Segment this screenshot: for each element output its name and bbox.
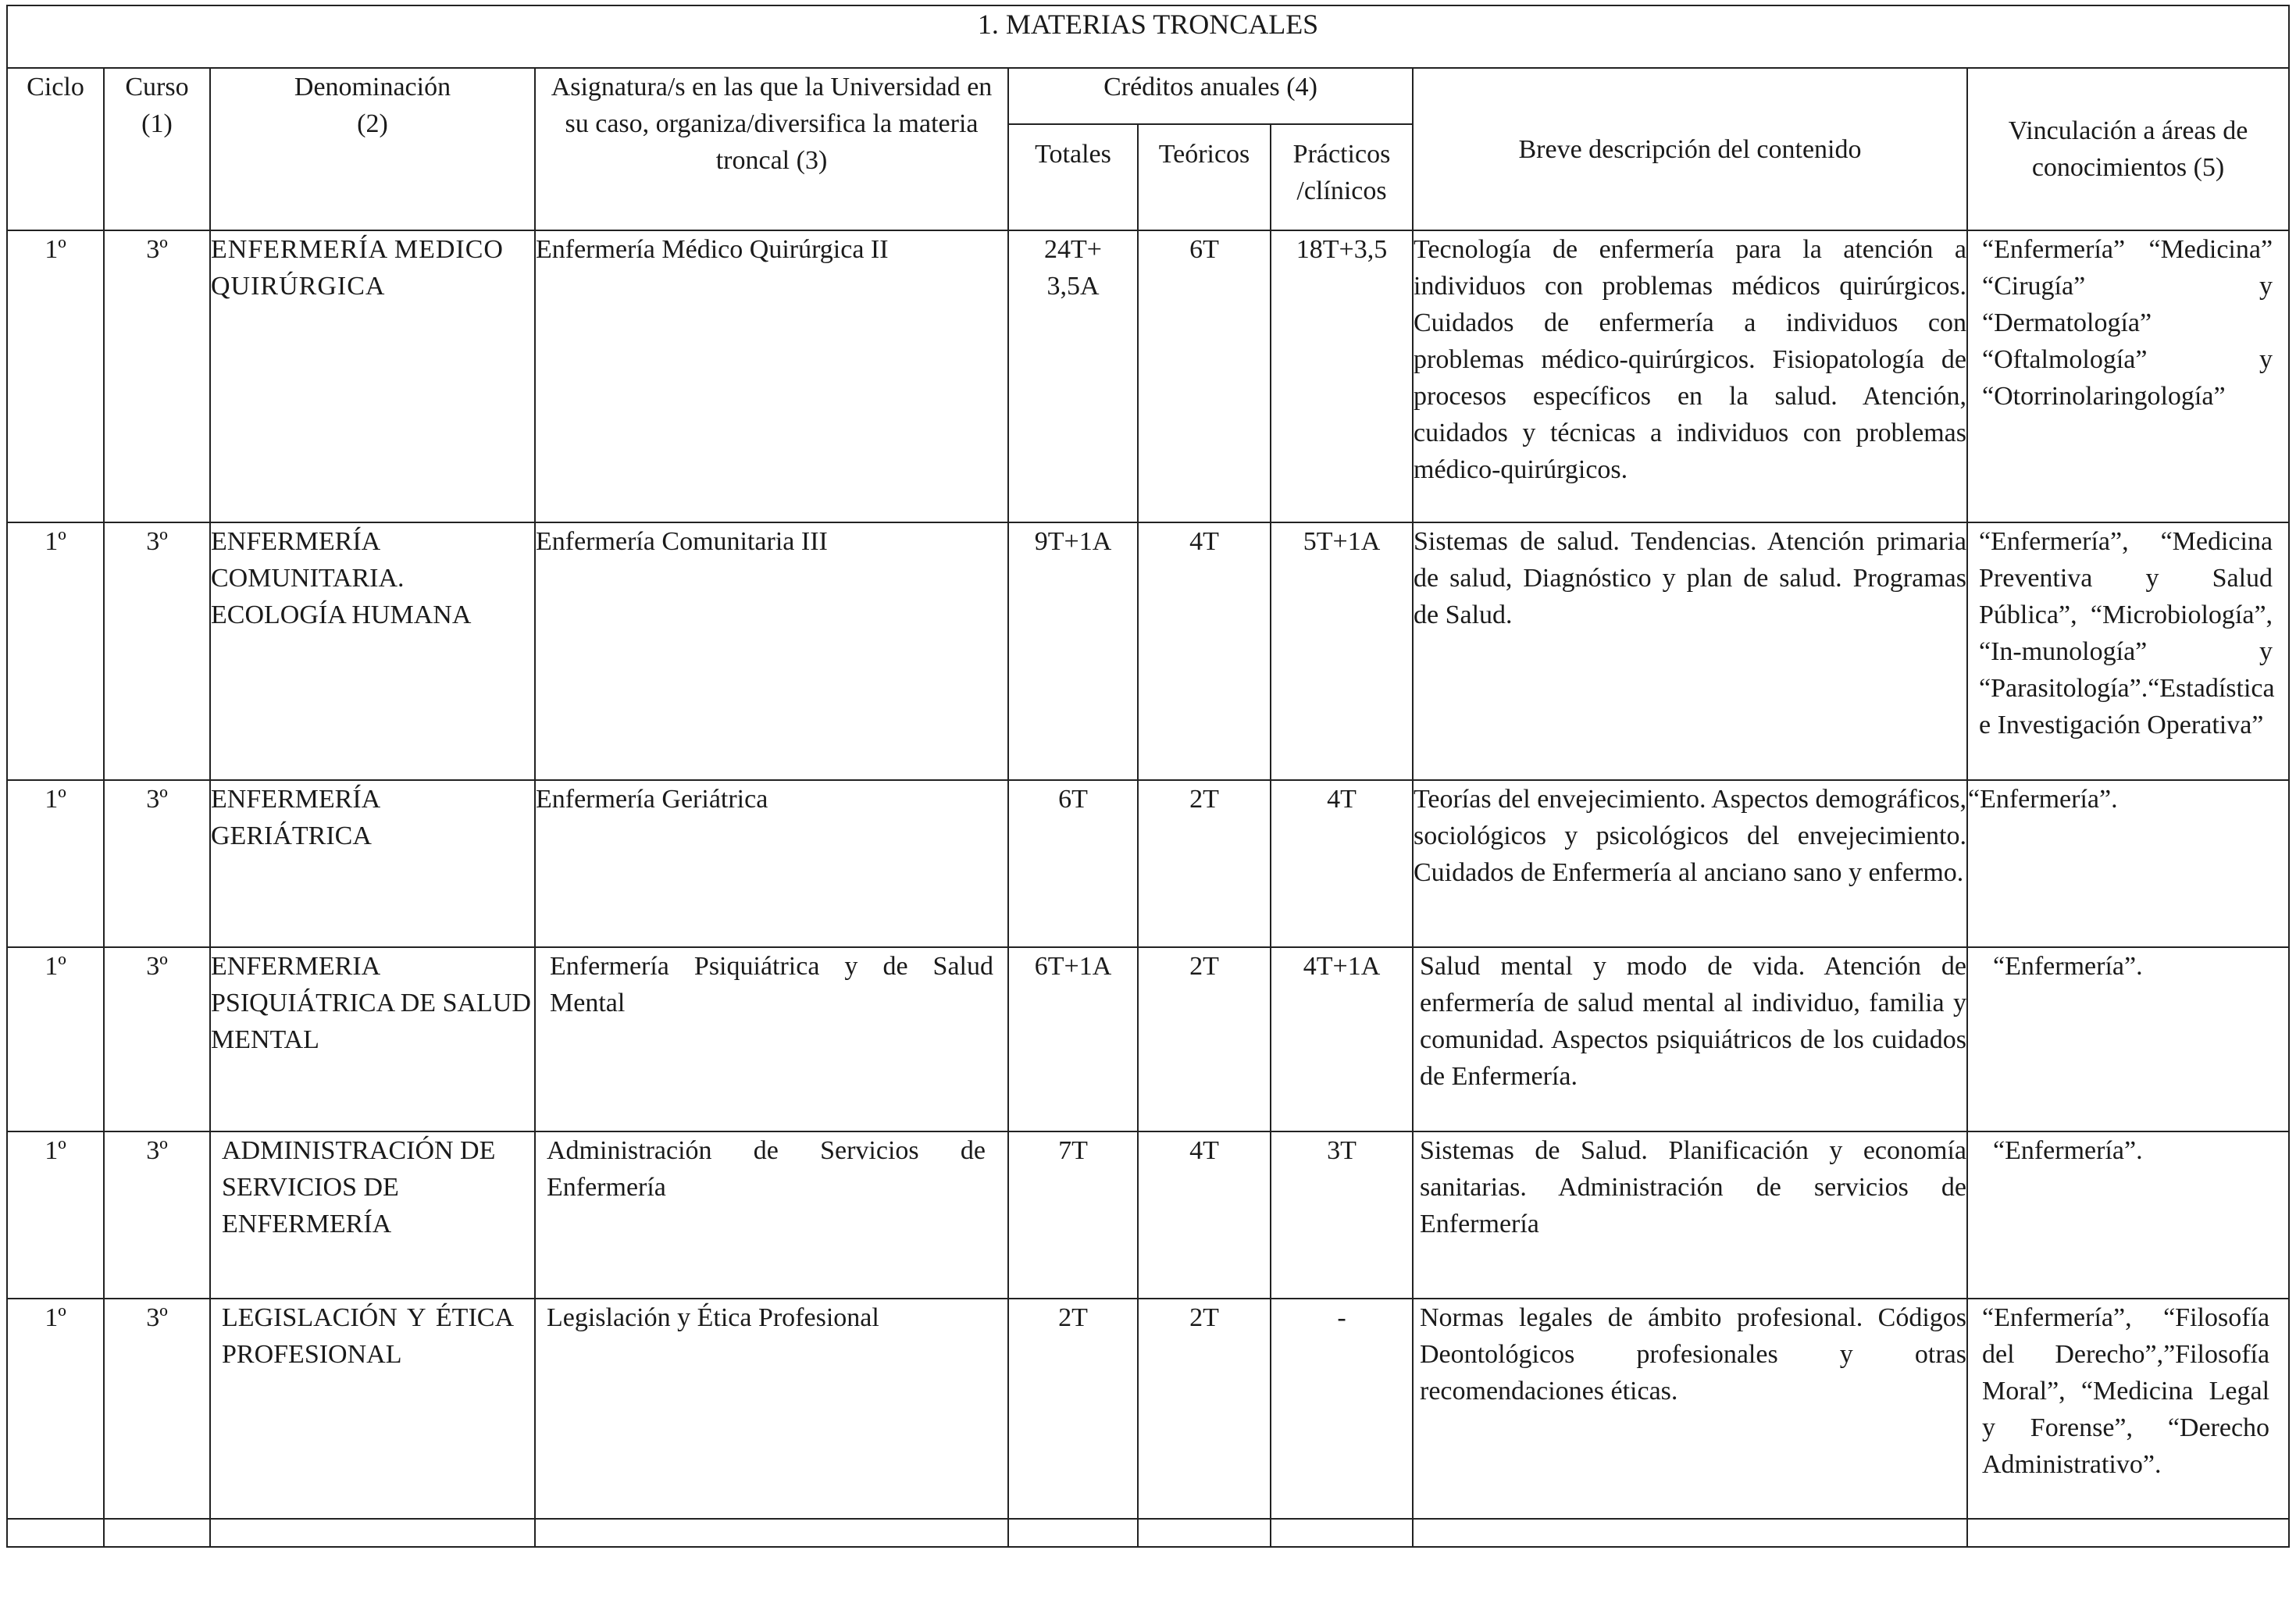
cell-totales: 24T+ 3,5A xyxy=(1008,230,1138,522)
cell-denominacion: ADMINISTRACIÓN DE SERVICIOS DE ENFERMERÍA xyxy=(210,1131,535,1299)
header-practicos: Prácticos /clínicos xyxy=(1271,124,1413,230)
cell-asignatura: Enfermería Psiquiátrica y de Salud Mental xyxy=(535,947,1008,1131)
cell-denominacion: ENFERMERÍA COMUNITARIA. ECOLOGÍA HUMANA xyxy=(210,522,535,780)
cell-practicos: 5T+1A xyxy=(1271,522,1413,780)
empty-cell xyxy=(1008,1519,1138,1547)
table-row xyxy=(7,1131,2289,1299)
cell-ciclo: 1º xyxy=(7,1131,104,1299)
cell-teoricos: 2T xyxy=(1138,1299,1271,1519)
empty-cell xyxy=(1138,1519,1271,1547)
cell-descripcion: Normas legales de ámbito profesional. Códigos Deontológicos profesionales y otras recomendaciones éticas. xyxy=(1413,1299,1967,1519)
cell-totales: 6T+1A xyxy=(1008,947,1138,1131)
cell-curso: 3º xyxy=(104,1299,210,1519)
cell-asignatura: Legislación y Ética Profesional xyxy=(535,1299,1008,1519)
cell-teoricos: 4T xyxy=(1138,1131,1271,1299)
cell-practicos: 3T xyxy=(1271,1131,1413,1299)
cell-ciclo: 1º xyxy=(7,1299,104,1519)
cell-practicos: 4T+1A xyxy=(1271,947,1413,1131)
cell-ciclo: 1º xyxy=(7,947,104,1131)
header-ciclo: Ciclo xyxy=(7,68,104,230)
empty-cell xyxy=(1413,1519,1967,1547)
cell-denominacion: ENFERMERIA PSIQUIÁTRICA DE SALUD MENTAL xyxy=(210,947,535,1131)
cell-practicos: - xyxy=(1271,1299,1413,1519)
cell-vinculacion: “Enfermería”. xyxy=(1967,947,2289,1131)
empty-cell xyxy=(104,1519,210,1547)
cell-curso: 3º xyxy=(104,1131,210,1299)
cell-ciclo: 1º xyxy=(7,230,104,522)
document-page xyxy=(6,5,2288,1598)
header-descripcion: Breve descripción del contenido xyxy=(1413,68,1967,230)
cell-vinculacion: “Enfermería” “Medicina” “Cirugía” y “Dermatología” “Oftalmología” y “Otorrinolaringología” xyxy=(1967,230,2289,522)
cell-totales: 6T xyxy=(1008,780,1138,947)
cell-descripcion: Tecnología de enfermería para la atención a individuos con problemas médicos quirúrgicos. Cuidados de enfermería a individuos con problemas médico-quirúrgicos. Fisiopatología de procesos específicos en la salud. Atención, cuidados y técnicas a individuos con problemas médico-quirúrgicos. xyxy=(1413,230,1967,522)
cell-totales: 9T+1A xyxy=(1008,522,1138,780)
header-totales: Totales xyxy=(1008,124,1138,230)
cell-totales: 7T xyxy=(1008,1131,1138,1299)
header-denominacion-label: Denominación xyxy=(294,73,451,102)
cell-curso: 3º xyxy=(104,522,210,780)
cell-vinculacion: “Enfermería”, “Filosofía del Derecho”,”Filosofía Moral”, “Medicina Legal y Forense”, “Derecho Administrativo”. xyxy=(1967,1299,2289,1519)
cell-descripcion: Salud mental y modo de vida. Atención de enfermería de salud mental al individuo, familia y comunidad. Aspectos psiquiátricos de los cuidados de Enfermería. xyxy=(1413,947,1967,1131)
cell-descripcion: Teorías del envejecimiento. Aspectos demográficos, sociológicos y psicológicos del envejecimiento. Cuidados de Enfermería al anciano sano y enfermo. xyxy=(1413,780,1967,947)
table-title: 1. MATERIAS TRONCALES xyxy=(7,5,2289,68)
cell-ciclo: 1º xyxy=(7,780,104,947)
header-denominacion-note: (2) xyxy=(357,109,388,138)
cell-vinculacion: “Enfermería”. xyxy=(1967,1131,2289,1299)
cell-teoricos: 2T xyxy=(1138,947,1271,1131)
header-teoricos: Teóricos xyxy=(1138,124,1271,230)
cell-denominacion: LEGISLACIÓN Y ÉTICA PROFESIONAL xyxy=(210,1299,535,1519)
cell-ciclo: 1º xyxy=(7,522,104,780)
header-denominacion xyxy=(210,68,535,230)
cell-asignatura: Enfermería Médico Quirúrgica II xyxy=(535,230,1008,522)
table-row xyxy=(7,522,2289,780)
cell-teoricos: 2T xyxy=(1138,780,1271,947)
header-asignatura: Asignatura/s en las que la Universidad en su caso, organiza/diversifica la materia troncal (3) xyxy=(535,68,1008,230)
empty-cell xyxy=(210,1519,535,1547)
cell-asignatura: Administración de Servicios de Enfermería xyxy=(535,1131,1008,1299)
table-row xyxy=(7,780,2289,947)
header-creditos: Créditos anuales (4) xyxy=(1008,68,1413,124)
cell-descripcion: Sistemas de Salud. Planificación y economía sanitarias. Administración de servicios de Enfermería xyxy=(1413,1131,1967,1299)
cell-curso: 3º xyxy=(104,780,210,947)
header-curso-note: (1) xyxy=(141,109,173,138)
cell-totales: 2T xyxy=(1008,1299,1138,1519)
cell-teoricos: 6T xyxy=(1138,230,1271,522)
materias-troncales-table xyxy=(6,5,2290,1548)
cell-practicos: 4T xyxy=(1271,780,1413,947)
empty-cell xyxy=(535,1519,1008,1547)
table-row xyxy=(7,947,2289,1131)
table-row xyxy=(7,1299,2289,1519)
cell-vinculacion: “Enfermería”. xyxy=(1967,780,2289,947)
empty-cell xyxy=(1967,1519,2289,1547)
header-vinculacion: Vinculación a áreas de conocimientos (5) xyxy=(1967,68,2289,230)
cell-teoricos: 4T xyxy=(1138,522,1271,780)
cell-curso: 3º xyxy=(104,947,210,1131)
table-row xyxy=(7,230,2289,522)
empty-cell xyxy=(7,1519,104,1547)
cell-descripcion: Sistemas de salud. Tendencias. Atención primaria de salud, Diagnóstico y plan de salud. Programas de Salud. xyxy=(1413,522,1967,780)
cell-practicos: 18T+3,5 xyxy=(1271,230,1413,522)
cell-asignatura: Enfermería Comunitaria III xyxy=(535,522,1008,780)
empty-cell xyxy=(1271,1519,1413,1547)
table-bottom-rule xyxy=(7,1519,2289,1547)
cell-denominacion: ENFERMERÍA GERIÁTRICA xyxy=(210,780,535,947)
cell-denominacion: ENFERMERÍA MEDICO QUIRÚRGICA xyxy=(210,230,535,522)
header-curso xyxy=(104,68,210,230)
header-curso-label: Curso xyxy=(125,73,189,102)
cell-curso: 3º xyxy=(104,230,210,522)
cell-asignatura: Enfermería Geriátrica xyxy=(535,780,1008,947)
cell-vinculacion: “Enfermería”, “Medicina Preventiva y Salud Pública”, “Microbiología”, “In-munología” y “Parasitología”.“Estadística e Investigación Operativa” xyxy=(1967,522,2289,780)
